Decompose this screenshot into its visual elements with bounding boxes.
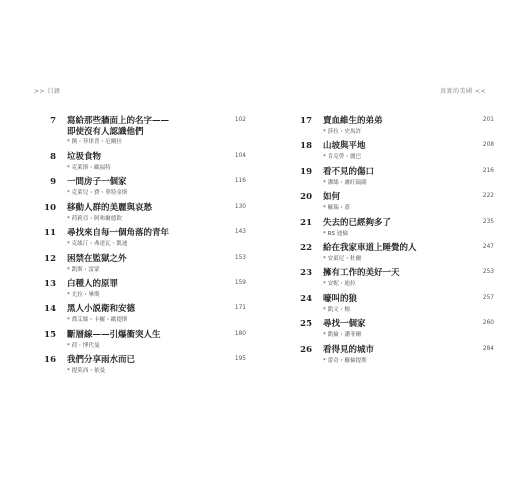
chapter-author: * 安東尼・杜爾	[323, 255, 362, 262]
page-number: 104	[234, 153, 246, 159]
chapter-number: 18	[300, 141, 312, 152]
page-number: 247	[482, 243, 494, 250]
page-number: 143	[234, 229, 246, 236]
chapter-title	[323, 268, 400, 279]
toc-column-left	[40, 116, 246, 381]
page-number: 260	[482, 320, 494, 327]
chapter-title-line: 一間房子一個家	[67, 177, 127, 188]
toc-entry[interactable]	[296, 167, 494, 192]
chapter-author: * RS 迪倫	[323, 230, 348, 237]
chapter-title-line: 尋找一個家	[323, 319, 366, 330]
chapter-title	[323, 294, 357, 305]
chapter-author: * 安妮・迪拉	[323, 281, 356, 288]
chapter-author: * 凱文・楊	[323, 306, 350, 313]
toc-entry[interactable]	[296, 116, 494, 141]
chapter-title-line: 尋找來自每一個角落的青年	[67, 228, 170, 239]
chapter-number: 7	[50, 116, 56, 126]
page-number: 180	[234, 330, 246, 337]
chapter-title-line: 如何	[323, 192, 341, 203]
chapter-title	[67, 330, 161, 341]
toc-entry[interactable]	[40, 279, 246, 304]
page-number: 284	[482, 345, 494, 352]
chapter-title	[323, 243, 417, 254]
chapter-number: 15	[44, 329, 56, 340]
chapter-title	[67, 203, 152, 214]
chapter-title	[323, 116, 383, 127]
chapter-title-line: 給在我家車道上睡覺的人	[323, 242, 417, 253]
page-number: 171	[234, 305, 246, 312]
toc-entry[interactable]	[40, 116, 246, 152]
chapter-title-line: 斷層線——引爆衝突人生	[67, 329, 161, 340]
chapter-author: * 克絲汀・弗達瓦・凱迪	[67, 241, 128, 248]
chapter-author: * 凱斯・雷蒙	[67, 266, 100, 273]
chapter-title	[67, 355, 135, 366]
toc-entry[interactable]	[40, 330, 246, 355]
chapter-number: 19	[300, 166, 312, 177]
chapter-title-line: 看得見的城市	[323, 344, 375, 355]
toc-entry[interactable]	[40, 177, 246, 202]
chapter-number: 17	[300, 116, 312, 126]
chapter-title	[323, 218, 391, 229]
chapter-number: 26	[300, 344, 312, 355]
chapter-author: * 克萊斯・歐福特	[67, 165, 111, 171]
chapter-title-line: 嚎叫的狼	[323, 293, 358, 304]
chapter-title	[67, 228, 169, 239]
page-number: 253	[482, 269, 494, 276]
chapter-title-line: 黑人小説衛和安德	[67, 304, 136, 315]
page-number: 130	[234, 203, 246, 210]
page-number: 153	[234, 254, 246, 261]
chapter-title	[323, 141, 366, 152]
toc-entry[interactable]	[296, 192, 494, 217]
chapter-title	[323, 192, 340, 203]
toc-entry[interactable]	[40, 152, 246, 177]
toc-entry[interactable]	[296, 319, 494, 344]
page-number: 102	[234, 117, 246, 123]
chapter-title-line: 移動人群的美麗與哀愁	[67, 202, 153, 213]
toc-entry[interactable]	[296, 268, 494, 293]
toc-entry[interactable]	[296, 243, 494, 268]
chapter-number: 22	[300, 242, 312, 253]
chapter-title-line: 賣血維生的弟弟	[323, 116, 383, 126]
toc-entry[interactable]	[40, 228, 246, 253]
chapter-number: 23	[300, 268, 312, 279]
chapter-author: * 喬艾絲・卡羅・歐提斯	[67, 317, 128, 324]
chapter-author: * 潔絲・盧旺瑞薩	[323, 179, 367, 186]
chapter-author: * 荷・博代曼	[67, 342, 100, 349]
chapter-title	[67, 152, 101, 163]
chapter-number: 25	[300, 319, 312, 330]
running-header-right: 真實的美國 <<	[440, 88, 486, 95]
page-number: 195	[234, 356, 246, 363]
running-header-left: >> 目錄	[34, 88, 61, 95]
chapter-author: * 蕾奇・羅倫提斯	[323, 357, 367, 364]
chapter-author: * 肯克勞・麗巴	[323, 154, 362, 161]
toc-entry[interactable]	[40, 304, 246, 329]
toc-column-right	[296, 116, 494, 370]
chapter-number: 12	[44, 253, 56, 264]
toc-entry[interactable]	[296, 141, 494, 166]
chapter-number: 14	[44, 304, 56, 315]
chapter-number: 24	[300, 293, 312, 304]
chapter-number: 16	[44, 355, 56, 366]
chapter-author: * 提莫西・依曼	[67, 368, 106, 375]
page-number: 222	[482, 193, 494, 200]
chapter-number: 8	[50, 152, 56, 162]
chapter-number: 20	[300, 192, 312, 203]
chapter-title	[67, 177, 127, 188]
chapter-number: 11	[44, 228, 56, 239]
page-number: 257	[482, 294, 494, 301]
chapter-title-line: 即使沒有人認識他們	[67, 126, 144, 137]
page-number: 216	[482, 167, 494, 174]
chapter-title-line: 擁有工作的美好一天	[323, 268, 400, 279]
chapter-author: * 莎拉・史馬許	[323, 129, 362, 135]
page-number: 116	[234, 178, 246, 185]
chapter-title	[323, 167, 374, 178]
toc-entry[interactable]	[40, 254, 246, 279]
toc-entry[interactable]	[40, 203, 246, 228]
toc-entry[interactable]	[296, 218, 494, 243]
chapter-title-line: 白種人的原罪	[67, 278, 119, 289]
toc-entry[interactable]	[296, 345, 494, 370]
chapter-number: 21	[300, 217, 312, 228]
chapter-title-line: 看不見的傷口	[323, 166, 375, 177]
chapter-author: * 羅瑞・蓋	[323, 205, 350, 212]
chapter-title-line: 山坡與平地	[323, 141, 366, 152]
chapter-author: * 荷莉亞・阿弗爾德欽	[67, 215, 122, 222]
page-number: 235	[482, 218, 494, 225]
chapter-title	[67, 304, 135, 315]
chapter-title-line: 失去的已經夠多了	[323, 217, 392, 228]
toc-entry[interactable]	[40, 355, 246, 380]
chapter-title	[67, 116, 169, 137]
page-number: 159	[234, 279, 246, 286]
chapter-title-line: 我們分享雨水而已	[67, 355, 136, 366]
chapter-title	[67, 279, 118, 290]
chapter-author: * 凱倫・潘菲爾	[323, 332, 362, 339]
toc-entry[interactable]	[296, 294, 494, 319]
chapter-title	[323, 319, 366, 330]
chapter-author: * 撰・菲律普・厄爾拉	[67, 139, 122, 145]
page-number: 208	[482, 142, 494, 149]
chapter-title-line: 寫給那些牆面上的名字——	[67, 116, 170, 126]
chapter-number: 9	[50, 177, 56, 188]
chapter-number: 10	[44, 202, 56, 213]
chapter-title-line: 困禁在監獄之外	[67, 253, 127, 264]
chapter-number: 13	[44, 278, 56, 289]
chapter-title	[323, 345, 374, 356]
page-number: 201	[482, 117, 494, 123]
chapter-author: * 克萊兒・費・華特金斯	[67, 190, 128, 197]
chapter-title	[67, 254, 127, 265]
chapter-author: * 尤拉・畢斯	[67, 291, 100, 298]
chapter-title-line: 垃圾食物	[67, 152, 102, 162]
